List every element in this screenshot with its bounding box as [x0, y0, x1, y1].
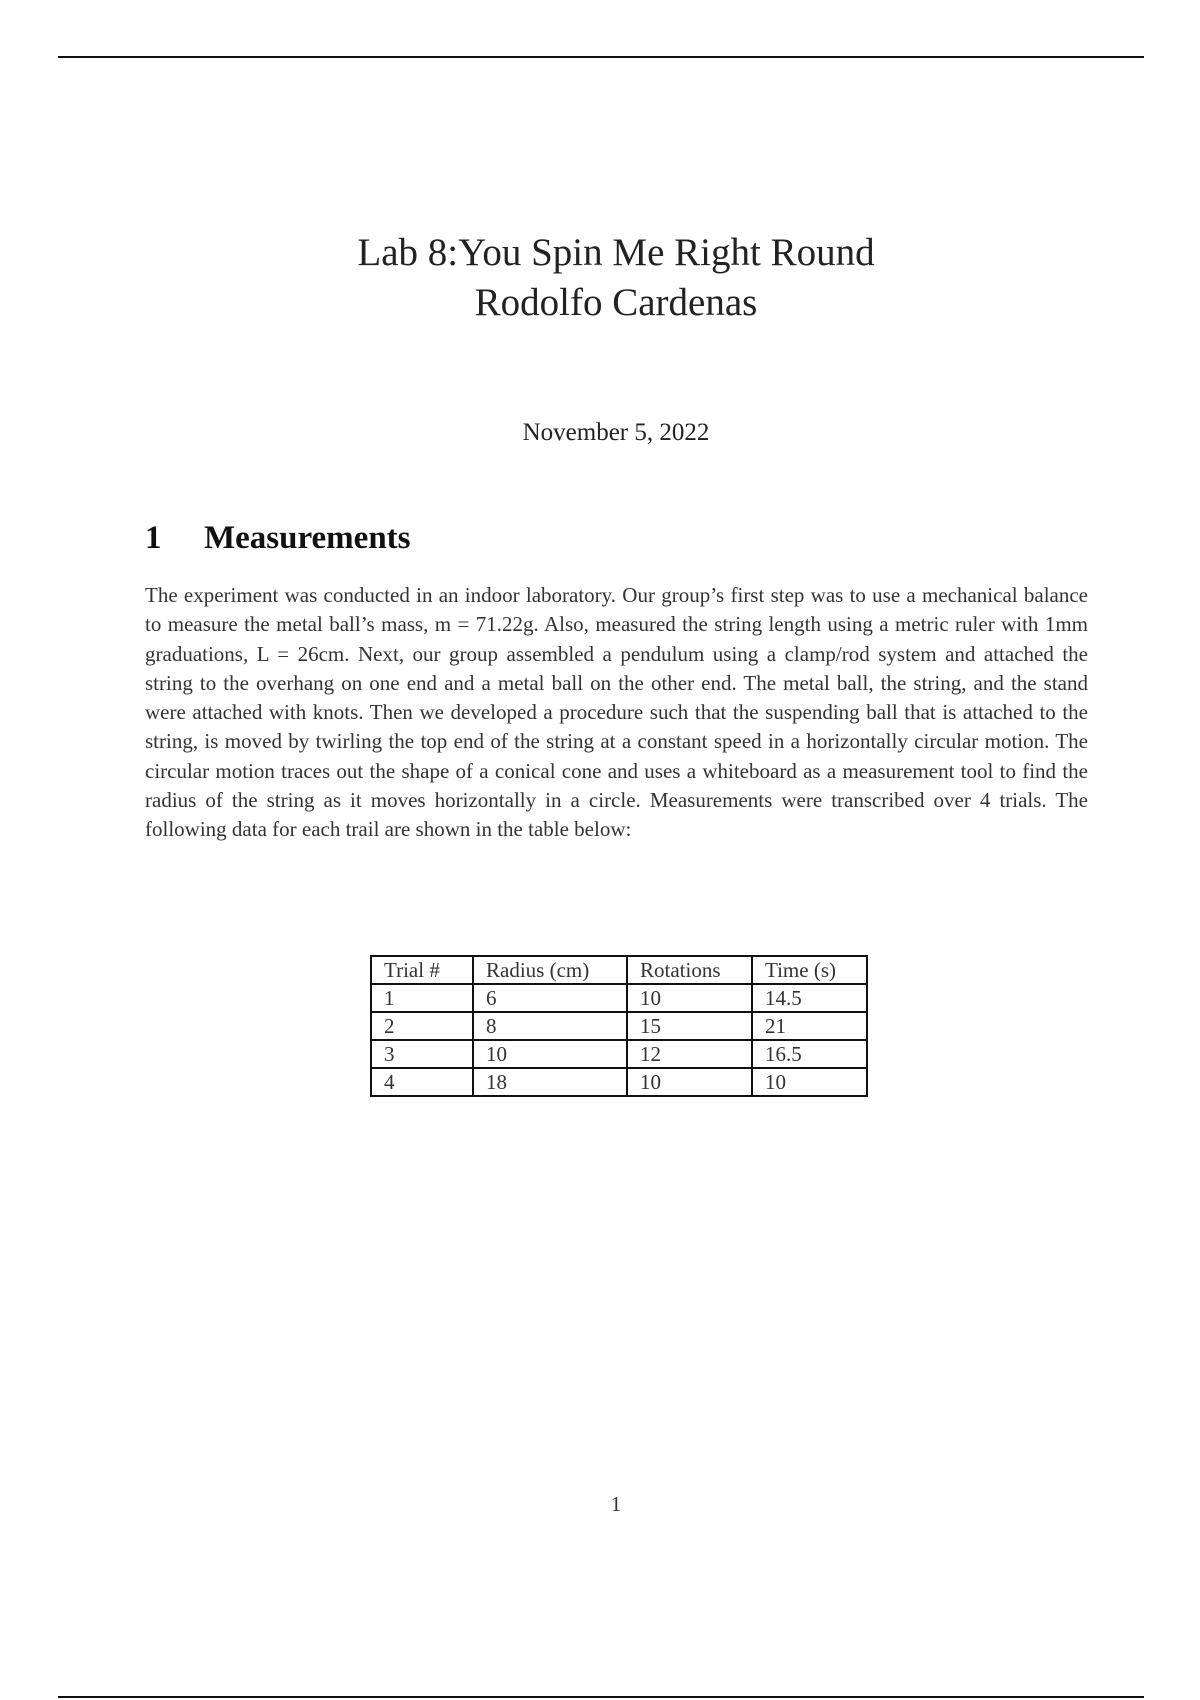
table-cell: 3	[371, 1040, 473, 1068]
document-title: Lab 8:You Spin Me Right Round	[357, 231, 875, 274]
table-header-cell: Time (s)	[752, 956, 867, 984]
table-row	[371, 1068, 867, 1096]
table-cell: 12	[627, 1040, 752, 1068]
section-heading	[145, 520, 411, 557]
header-rule	[58, 56, 1144, 58]
table-header-cell: Trial #	[371, 956, 473, 984]
section-number: 1	[145, 520, 162, 556]
page-number: 1	[610, 1492, 622, 1516]
table-row	[371, 1040, 867, 1068]
table-header-row	[371, 956, 867, 984]
table-cell: 16.5	[752, 1040, 867, 1068]
document-date: November 5, 2022	[522, 419, 710, 446]
table-cell: 15	[627, 1012, 752, 1040]
footer-rule	[58, 1696, 1144, 1698]
title-block	[0, 228, 1200, 328]
table-cell: 14.5	[752, 984, 867, 1012]
table-cell: 10	[627, 1068, 752, 1096]
table-cell: 2	[371, 1012, 473, 1040]
measurements-table	[370, 955, 868, 1097]
table-row	[371, 984, 867, 1012]
section-title: Measurements	[204, 520, 411, 556]
section-paragraph: The experiment was conducted in an indoor laboratory. Our group’s first step was to use a mechanical balance to measure the metal ball’s mass, m = 71.22g. Also, measured the string length using a metric ruler with 1mm graduations, L = 26cm. Next, our group assembled a pendulum using a clamp/rod system and attached the string to the overhang on one end and a metal ball on the other end. The metal ball, the string, and the stand were attached with knots. Then we developed a procedure such that the suspending ball that is attached to the string, is moved by twirling the top end of the string at a constant speed in a horizontally circular motion. The circular motion traces out the shape of a conical cone and uses a whiteboard as a measurement tool to find the radius of the string as it moves horizontally in a circle. Measurements were transcribed over 4 trials. The following data for each trail are shown in the table below:	[145, 583, 1088, 842]
table-cell: 21	[752, 1012, 867, 1040]
table-row	[371, 1012, 867, 1040]
table-cell: 18	[473, 1068, 627, 1096]
table-cell: 8	[473, 1012, 627, 1040]
table-cell: 10	[752, 1068, 867, 1096]
table-header-cell: Radius (cm)	[473, 956, 627, 984]
document-author: Rodolfo Cardenas	[474, 281, 758, 324]
table-cell: 1	[371, 984, 473, 1012]
table-cell: 10	[473, 1040, 627, 1068]
table-cell: 6	[473, 984, 627, 1012]
table-header-cell: Rotations	[627, 956, 752, 984]
table-cell: 4	[371, 1068, 473, 1096]
table-cell: 10	[627, 984, 752, 1012]
